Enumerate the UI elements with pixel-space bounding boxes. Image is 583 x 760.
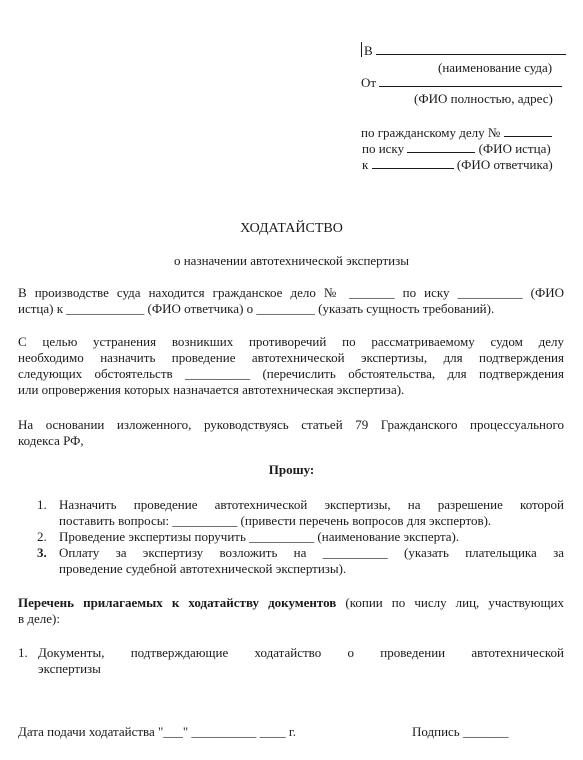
attachments-heading-bold: Перечень прилагаемых к ходатайству документов [18,595,337,610]
case-number-line [361,125,552,140]
document-title: ХОДАТАЙСТВО [240,221,343,236]
attachments-heading [18,595,564,611]
para1-line2: истца) к ____________ (ФИО ответчика) о _________ (указать сущность требований). [18,301,495,316]
addressee-prefix: В [364,43,373,58]
attachment-1-line1: Документы, подтверждающие ходатайство о проведении автотехнической [38,645,564,660]
request-3-line2: проведение судебной автотехнической экспертизы). [59,561,347,576]
submission-date: Дата подачи ходатайства "___" __________ ____ г. [18,724,297,739]
request-2-number: 2. [37,529,47,544]
applicant-prefix: От [361,75,377,90]
attachment-1-line2: экспертизы [38,661,101,676]
against-prefix: к [362,157,369,172]
applicant-field[interactable] [379,75,562,87]
request-1-line1: Назначить проведение автотехнической экспертизы, на разрешение которой [59,497,564,512]
court-name-field[interactable] [376,43,566,55]
plaintiff-field[interactable] [407,141,475,153]
request-3-line1: Оплату за экспертизу возложить на __________ (указать плательщика за [59,545,564,560]
document-subtitle: о назначении автотехнической экспертизы [173,253,410,268]
request-2-line1: Проведение экспертизы поручить __________ (наименование эксперта). [59,529,460,544]
addressee-line [364,43,566,58]
para3-line2: кодекса РФ, [18,433,84,448]
para3-line1: На основании изложенного, руководствуясь статьей 79 Гражданского процессуального [18,417,564,432]
court-hint: (наименование суда) [438,60,553,75]
applicant-hint: (ФИО полностью, адрес) [414,91,553,106]
attachment-1-number: 1. [18,645,28,660]
case-number-field[interactable] [504,125,552,137]
para2-line2: необходимо назначить проведение автотехнической экспертизы, для подтверждения [18,350,564,365]
para1-line1: В производстве суда находится гражданское дело № _______ по иску __________ (ФИО [18,285,564,300]
defendant-hint: (ФИО ответчика) [456,157,553,172]
para2-line3: следующих обстоятельств __________ (перечислить обстоятельства, для подтверждения [18,366,564,381]
text-cursor [361,42,362,57]
para2-line1: С целью устранения возникших противоречий по рассматриваемому судом делу [18,334,564,349]
case-number-label: по гражданскому делу № [361,125,501,140]
plaintiff-line [362,141,551,156]
attachments-heading-line2: в деле): [18,611,60,626]
applicant-line [361,75,562,90]
request-1-line2: поставить вопросы: __________ (привести перечень вопросов для экспертов). [59,513,492,528]
request-1-number: 1. [37,497,47,512]
defendant-field[interactable] [372,157,454,169]
request-3-number: 3. [37,545,47,560]
defendant-line [362,157,553,172]
request-heading: Прошу: [268,462,315,477]
attachments-heading-rest: (копии по числу лиц, участвующих [336,595,564,610]
claim-prefix: по иску [362,141,405,156]
para2-line4: или опровержения которых назначается автотехническая экспертиза). [18,382,405,397]
signature-field: Подпись _______ [412,724,509,739]
plaintiff-hint: (ФИО истца) [478,141,551,156]
